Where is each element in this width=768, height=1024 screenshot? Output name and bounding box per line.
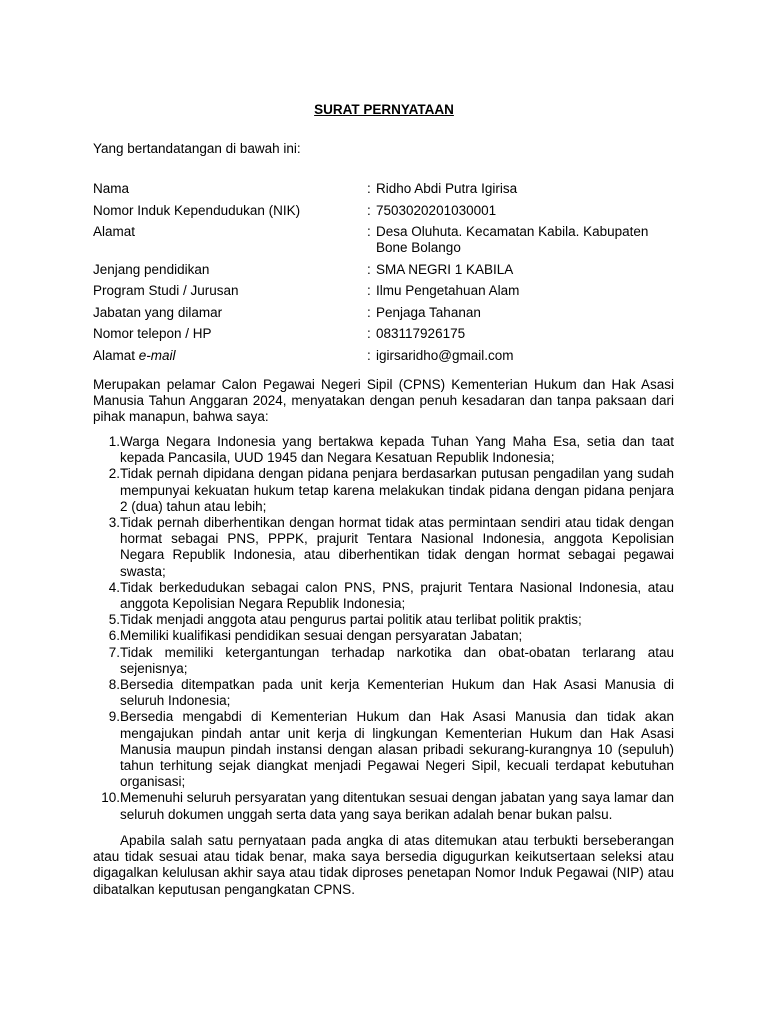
field-value: SMA NEGRI 1 KABILA <box>376 261 514 277</box>
list-number: 10. <box>101 790 120 806</box>
field-value: Ridho Abdi Putra Igirisa <box>376 181 518 196</box>
list-item <box>93 515 674 580</box>
list-text: Bersedia mengabdi di Kementerian Hukum dan Hak Asasi Manusia dan tidak akan mengajukan pindah antar unit kerja di lingkungan Kementerian Hukum dan Hak Asasi Manusia maupun pindah instansi dengan alasan pribadi sekurang-kurangnya 10 (sepuluh) tahun terhitung sejak diangkat menjadi Pegawai Negeri Sipil, kecuali terdapat kebutuhan organisasi; <box>120 709 674 790</box>
field-row-telepon <box>93 326 683 342</box>
list-text: Tidak menjadi anggota atau pengurus partai politik atau terlibat politik praktis; <box>120 612 582 628</box>
list-number: 9. <box>108 709 120 725</box>
list-number: 8. <box>108 677 120 693</box>
field-colon: : <box>367 326 371 341</box>
list-text: Memiliki kualifikasi pendidikan sesuai dengan persyaratan Jabatan; <box>120 628 523 644</box>
field-colon: : <box>367 202 371 218</box>
field-label: Nomor telepon / HP <box>93 326 212 341</box>
list-text: Tidak pernah dipidana dengan pidana penjara berdasarkan putusan pengadilan yang sudah mempunyai kekuatan hukum tetap karena melakukan tindak pidana dengan pidana penjara 2 (dua) tahun atau lebih; <box>120 466 674 514</box>
field-label-prefix: Alamat <box>93 347 139 363</box>
field-label <box>93 348 367 364</box>
field-value: Penjaga Tahanan <box>376 304 481 320</box>
list-text: Memenuhi seluruh persyaratan yang ditentukan sesuai dengan jabatan yang saya lamar dan seluruh dokumen unggah serta data yang saya berikan adalah benar bukan palsu. <box>120 790 674 822</box>
list-text: Tidak pernah diberhentikan dengan hormat tidak atas permintaan sendiri atau tidak dengan hormat sebagai PNS, PPPK, prajurit Tentara Nasional Indonesia, anggota Kepolisian Negara Republik Indonesia, atau diberhentikan tidak dengan hormat sebagai pegawai swasta; <box>120 515 674 579</box>
field-value: igirsaridho@gmail.com <box>376 347 514 363</box>
document-title: SURAT PERNYATAAN <box>314 102 454 117</box>
list-text: Tidak memiliki ketergantungan terhadap narkotika dan obat-obatan terlarang atau sejenisnya; <box>120 644 674 676</box>
field-row-alamat <box>93 224 683 256</box>
list-item <box>93 645 674 677</box>
field-colon: : <box>367 304 371 320</box>
field-label: Program Studi / Jurusan <box>93 283 239 298</box>
statement-paragraph: Merupakan pelamar Calon Pegawai Negeri Sipil (CPNS) Kementerian Hukum dan Hak Asasi Manusia Tahun Anggaran 2024, menyatakan dengan penuh kesadaran dan tanpa paksaan dari pihak manapun, bahwa saya: <box>93 377 674 425</box>
field-value: 083117926175 <box>376 326 466 341</box>
list-number: 3. <box>108 515 120 531</box>
field-value <box>376 224 683 256</box>
list-number: 4. <box>108 579 120 595</box>
list-item <box>93 434 674 466</box>
intro-text: Yang bertandatangan di bawah ini: <box>93 141 301 156</box>
list-item <box>93 709 674 790</box>
field-row-email <box>93 348 683 364</box>
field-label: Jenjang pendidikan <box>93 261 210 277</box>
list-text: Bersedia ditempatkan pada unit kerja Kementerian Hukum dan Hak Asasi Manusia di seluruh Indonesia; <box>120 677 674 709</box>
list-number: 5. <box>108 612 120 628</box>
field-label: Alamat <box>93 224 136 239</box>
field-colon: : <box>367 181 371 196</box>
field-value: 7503020201030001 <box>376 202 497 218</box>
field-colon: : <box>367 261 371 277</box>
list-item <box>93 790 674 822</box>
list-number: 1. <box>108 434 120 449</box>
list-item <box>93 612 674 628</box>
field-row-nik <box>93 203 683 219</box>
field-colon: : <box>367 283 371 298</box>
field-label: Jabatan yang dilamar <box>93 304 223 320</box>
field-value-line: Bone Bolango <box>376 240 461 255</box>
field-label: Nomor Induk Kependudukan (NIK) <box>93 202 301 218</box>
statement-list <box>93 434 674 823</box>
closing-paragraph: Apabila salah satu pernyataan pada angka di atas ditemukan atau terbukti berseberangan atau tidak sesuai atau tidak benar, maka saya bersedia digugurkan keikutsertaan seleksi atau digagalkan kelulusan akhir saya atau tidak diproses penetapan Nomor Induk Pegawai (NIP) atau dibatalkan keputusan pengangkatan CPNS. <box>93 833 674 897</box>
list-text: Tidak berkedudukan sebagai calon PNS, PNS, prajurit Tentara Nasional Indonesia, atau anggota Kepolisian Negara Republik Indonesia; <box>120 579 674 612</box>
list-number: 7. <box>108 644 120 660</box>
field-label: Nama <box>93 181 130 196</box>
field-value: Ilmu Pengetahuan Alam <box>376 283 520 298</box>
list-item <box>93 628 674 644</box>
field-row-nama <box>93 181 683 197</box>
identity-fields <box>93 181 683 369</box>
list-item <box>93 466 674 515</box>
list-item <box>93 580 674 612</box>
field-colon: : <box>367 347 371 363</box>
list-number: 6. <box>108 628 120 644</box>
field-value-line: Desa Oluhuta. Kecamatan Kabila. Kabupaten <box>376 224 649 239</box>
list-text: Warga Negara Indonesia yang bertakwa kepada Tuhan Yang Maha Esa, setia dan taat kepada Pancasila, UUD 1945 dan Negara Kesatuan Republik Indonesia; <box>120 434 674 466</box>
list-number: 2. <box>108 466 120 482</box>
list-item <box>93 677 674 709</box>
field-row-jenjang <box>93 262 683 278</box>
field-row-jabatan <box>93 305 683 321</box>
field-row-program-studi <box>93 283 683 299</box>
field-label-emphasis: e-mail <box>138 347 176 363</box>
field-colon: : <box>367 224 371 239</box>
